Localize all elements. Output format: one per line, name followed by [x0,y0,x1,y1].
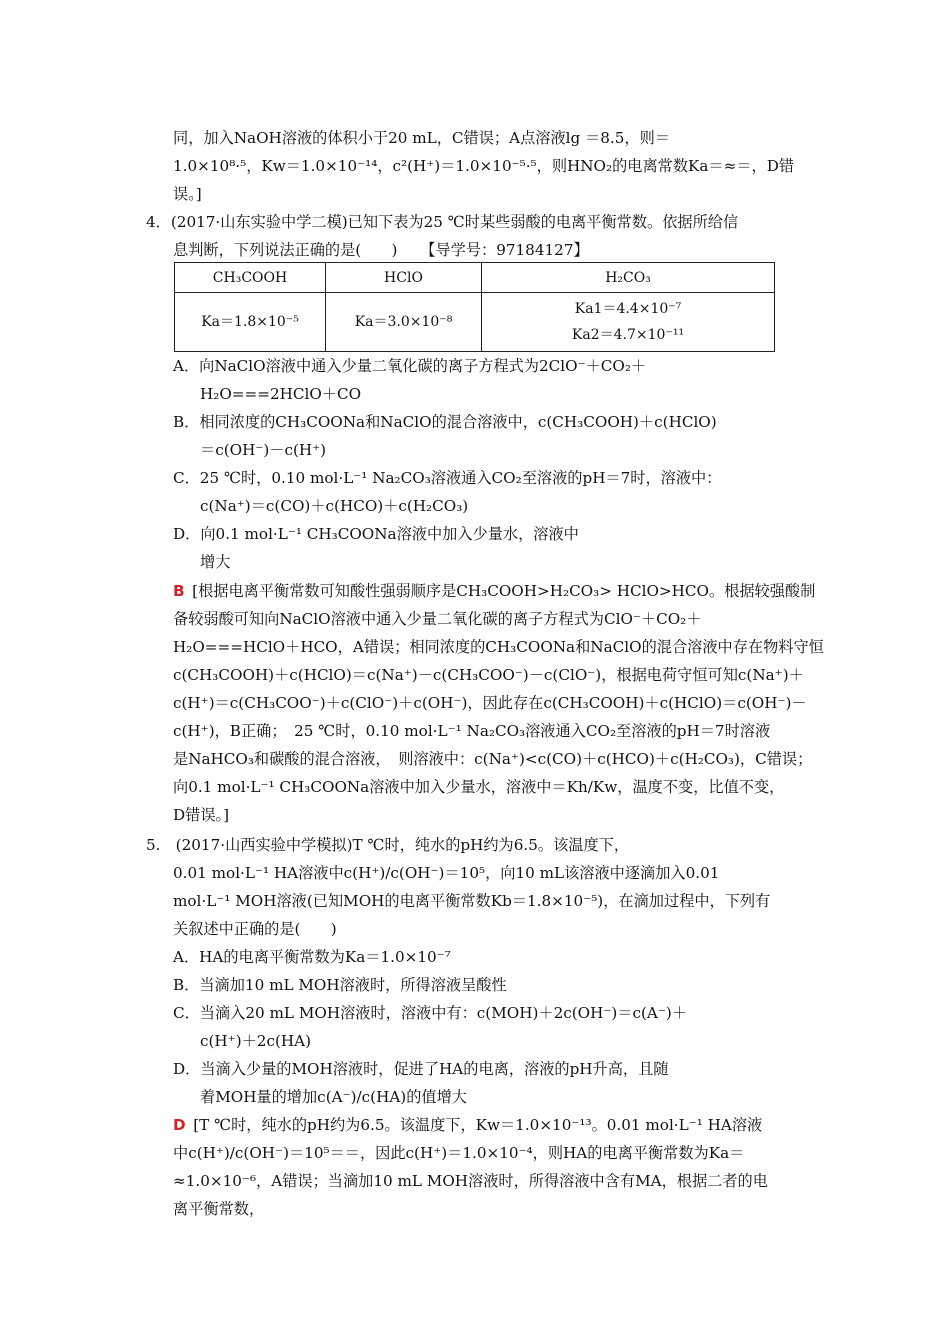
question-4-stem-cont: 息判断，下列说法正确的是( ) 【导学号：97184127】 [173,241,589,259]
option-a: A．HA的电离平衡常数为Ka＝1.0×10⁻⁷ [173,948,451,966]
option-b-cont: ＝c(OH⁻)－c(H⁺) [200,441,327,459]
text-line: 1.0×10⁸·⁵，Kw＝1.0×10⁻¹⁴，c²(H⁺)＝1.0×10⁻⁵·⁵，则HNO₂的电离常数Ka＝≈＝，D错 [173,157,795,175]
answer-text: [T ℃时，纯水的pH约为6.5。该温度下，Kw＝1.0×10⁻¹³。0.01 mol·L⁻¹ HA溶液 [193,1116,763,1134]
answer-4-line: 向0.1 mol·L⁻¹ CH₃COONa溶液中加入少量水，溶液中＝Kh/Kw，温度不变，比值不变， [173,778,785,796]
table-cell-ka2: Ka2＝4.7×10⁻¹¹ [571,327,685,343]
table-header: H₂CO₃ [482,263,775,293]
question-5-line: mol·L⁻¹ MOH溶液(已知MOH的电离平衡常数Kb＝1.8×10⁻⁵)，在滴加过程中，下列有 [173,892,771,910]
question-5-line: 关叙述中正确的是( ) [173,920,337,938]
answer-4-line: c(CH₃COOH)＋c(HClO)＝c(Na⁺)－c(CH₃COO⁻)－c(ClO⁻)，根据电荷守恒可知c(Na⁺)＋ [173,666,804,684]
option-d-cont: 着MOH量的增加c(A⁻)/c(HA)的值增大 [200,1088,467,1106]
table-cell [482,293,775,352]
answer-4-line: D错误。] [173,806,230,824]
option-c-cont: c(Na⁺)＝c(CO)＋c(HCO)＋c(H₂CO₃) [200,497,469,515]
answer-5-line: 离平衡常数， [173,1200,265,1218]
answer-4-line: c(H⁺)，B正确； 25 ℃时，0.10 mol·L⁻¹ Na₂CO₃溶液通入CO₂至溶液的pH＝7时溶液 [173,722,771,740]
option-c: C．25 ℃时，0.10 mol·L⁻¹ Na₂CO₃溶液通入CO₂至溶液的pH＝7时，溶液中： [173,469,722,487]
option-b: B．相同浓度的CH₃COONa和NaClO的混合溶液中，c(CH₃COOH)＋c(HClO) [173,413,717,431]
answer-4-first [173,577,815,605]
answer-4-line: H₂O===HClO＋HCO，A错误；相同浓度的CH₃COONa和NaClO的混合溶液中存在物料守恒 [173,638,824,656]
option-d: D．向0.1 mol·L⁻¹ CH₃COONa溶液中加入少量水，溶液中 [173,525,579,543]
answer-5-line: ≈1.0×10⁻⁶，A错误；当滴加10 mL MOH溶液时，所得溶液中含有MA，根据二者的电 [173,1172,768,1190]
answer-5-first [173,1111,762,1139]
answer-4-line: c(H⁺)＝c(CH₃COO⁻)＋c(ClO⁻)＋c(OH⁻)，因此存在c(CH₃COOH)＋c(HClO)＝c(OH⁻)－ [173,694,807,712]
question-4-stem: 4．(2017·山东实验中学二模)已知下表为25 ℃时某些弱酸的电离平衡常数。依据所给信 [146,213,739,231]
text-line: 误。] [173,185,202,203]
ionization-constant-table [174,262,775,352]
text-line: 同，加入NaOH溶液的体积小于20 mL，C错误；A点溶液lg ＝8.5，则＝ [173,129,670,147]
table-cell-ka1: Ka1＝4.4×10⁻⁷ [574,301,682,317]
answer-text: [根据电离平衡常数可知酸性强弱顺序是CH₃COOH>H₂CO₃> HClO>HCO。根据较强酸制 [192,582,816,600]
option-d: D．当滴入少量的MOH溶液时，促进了HA的电离，溶液的pH升高，且随 [173,1060,669,1078]
option-d-cont: 增大 [200,553,231,571]
answer-4-line: 备较弱酸可知向NaClO溶液中通入少量二氧化碳的离子方程式为ClO⁻＋CO₂＋ [173,610,702,628]
question-5-line: 0.01 mol·L⁻¹ HA溶液中c(H⁺)/c(OH⁻)＝10⁵，向10 mL该溶液中逐滴加入0.01 [173,864,720,882]
answer-5-line: 中c(H⁺)/c(OH⁻)＝10⁵＝＝，因此c(H⁺)＝1.0×10⁻⁴，则HA的电离平衡常数为Ka＝ [173,1144,745,1162]
table-header: HClO [326,263,482,293]
option-a: A．向NaClO溶液中通入少量二氧化碳的离子方程式为2ClO⁻＋CO₂＋ [173,357,647,375]
option-a-cont: H₂O===2HClO＋CO [200,385,362,403]
answer-letter: B [173,582,185,600]
option-c-cont: c(H⁺)＋2c(HA) [200,1032,312,1050]
table-cell: Ka＝1.8×10⁻⁵ [175,293,326,352]
answer-letter: D [173,1116,186,1134]
table-header: CH₃COOH [175,263,326,293]
option-c: C．当滴入20 mL MOH溶液时，溶液中有：c(MOH)＋2c(OH⁻)＝c(A⁻)＋ [173,1004,688,1022]
question-5-stem: 5. (2017·山西实验中学模拟)T ℃时，纯水的pH约为6.5。该温度下， [146,836,630,854]
answer-4-line: 是NaHCO₃和碳酸的混合溶液， 则溶液中：c(Na⁺)<c(CO)＋c(HCO)＋c(H₂CO₃)，C错误； [173,750,813,768]
table-cell: Ka＝3.0×10⁻⁸ [326,293,482,352]
option-b: B．当滴加10 mL MOH溶液时，所得溶液呈酸性 [173,976,507,994]
